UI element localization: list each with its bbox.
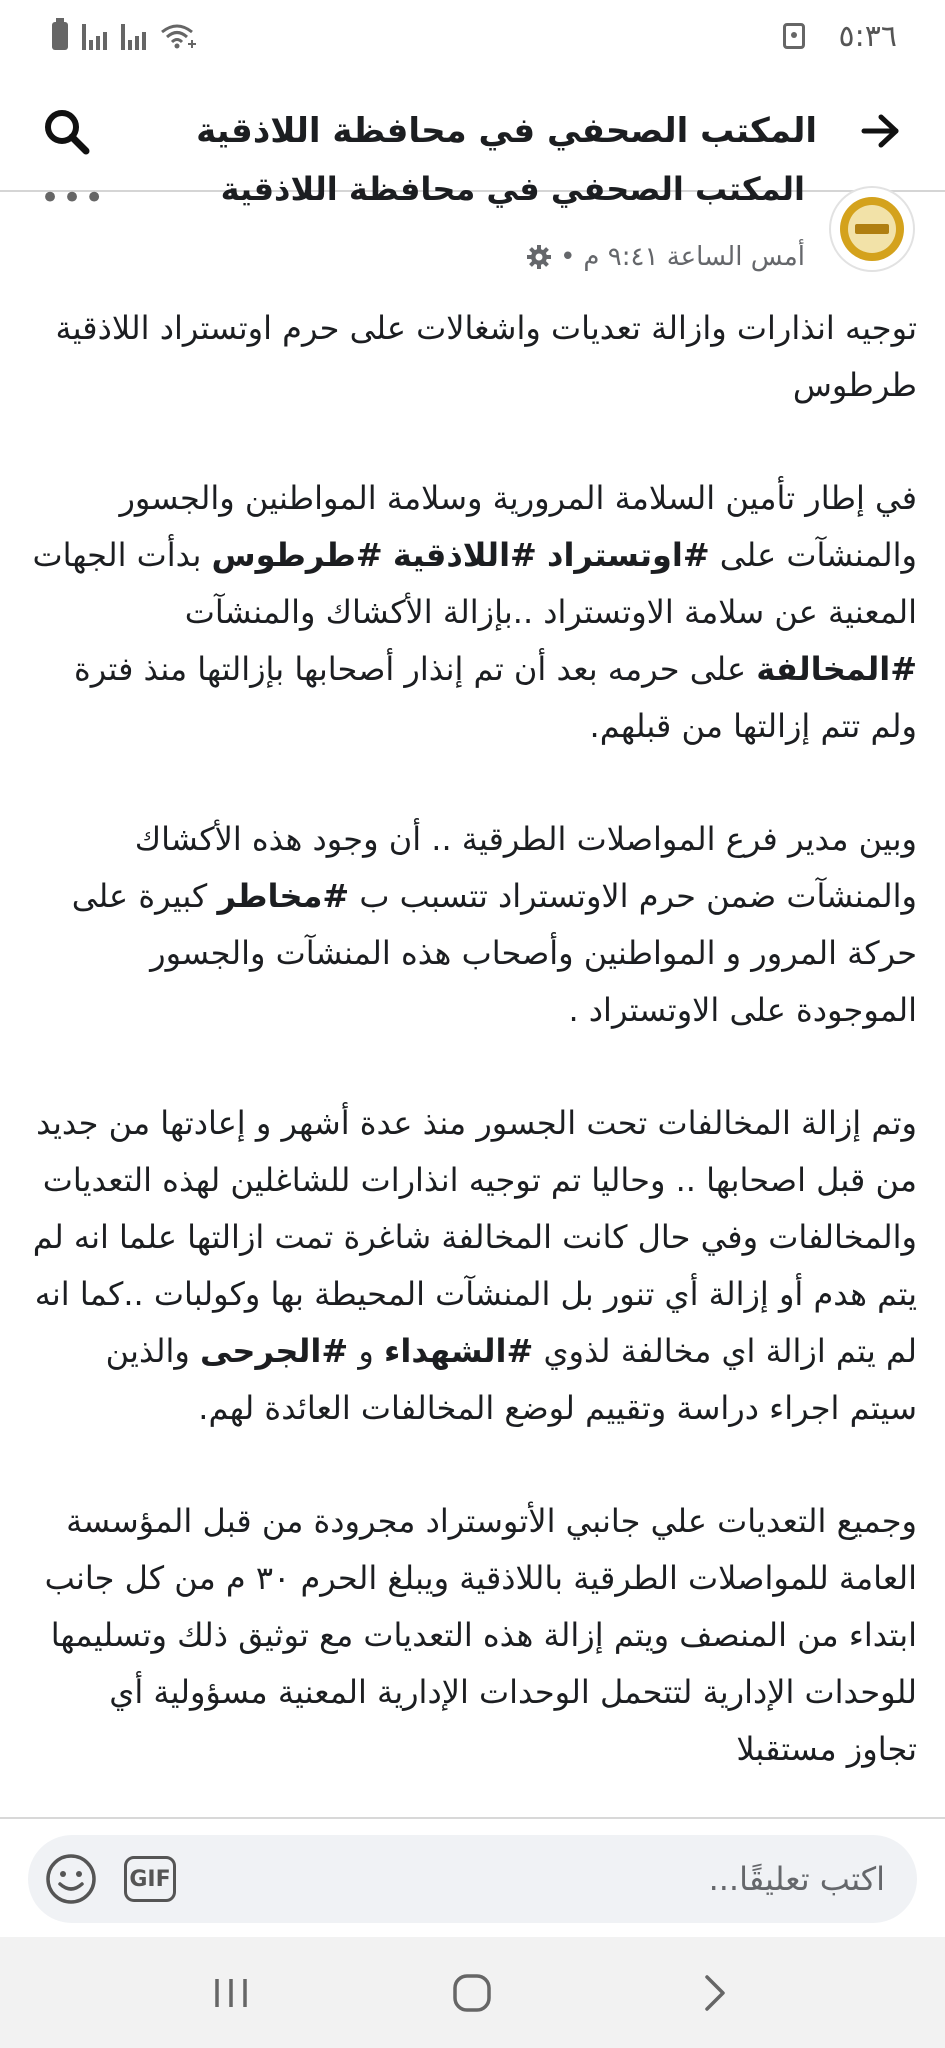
- nav-back-icon: [699, 1973, 729, 2013]
- recents-icon: [211, 1975, 251, 2011]
- hashtag-link[interactable]: #مخاطر: [217, 877, 350, 915]
- status-right: [783, 19, 897, 54]
- status-icons: [52, 22, 198, 50]
- search-icon: [42, 107, 90, 155]
- avatar[interactable]: [829, 186, 915, 272]
- hashtag-link[interactable]: #اللاذقية: [392, 536, 537, 574]
- search-button[interactable]: [40, 105, 92, 157]
- hashtag-link[interactable]: #اوتستراد: [547, 536, 710, 574]
- avatar-logo: [840, 197, 904, 261]
- post: [0, 170, 945, 1817]
- home-button[interactable]: [442, 1963, 502, 2023]
- post-author[interactable]: المكتب الصحفي في محافظة اللاذقية: [220, 170, 805, 208]
- page-title: المكتب الصحفي في محافظة اللاذقية: [196, 111, 817, 151]
- post-header: [0, 170, 945, 292]
- back-button[interactable]: [855, 105, 907, 157]
- recents-button[interactable]: [201, 1963, 261, 2023]
- hashtag-link[interactable]: #المخالفة: [756, 650, 917, 688]
- signal-icon: [82, 22, 107, 50]
- comment-tools: [44, 1852, 176, 1906]
- battery-icon: [52, 22, 68, 50]
- nav-back-button[interactable]: [684, 1963, 744, 2023]
- signal-icon-2: [121, 22, 146, 50]
- clock: ٥:٣٦: [838, 18, 897, 54]
- comment-placeholder: اكتب تعليقًا...: [708, 1860, 885, 1898]
- post-time[interactable]: أمس الساعة ٩:٤١ م: [583, 242, 805, 272]
- post-meta: [526, 242, 805, 272]
- hashtag-link[interactable]: #الجرحى: [200, 1332, 349, 1370]
- post-paragraph-4: وتم إزالة المخالفات تحت الجسور منذ عدة أشهر و إعادتها من جديد من قبل اصحابها .. وحاليا تم توجيه انذارات للشاغلين لهذه التعديات والمخالفات وفي حال كانت المخالفة شاغرة تمت ازالتها علما انه لم يتم هدم أو إزالة أي تنور بل المنشآت المحيطة بها وكولبات ..كما انه لم يتم ازالة اي مخالفة لذوي #الشهداء و #الجرحى والذين سيتم اجراء دراسة وتقييم لوضع المخالفات العائدة لهم.: [32, 1104, 917, 1427]
- home-icon: [451, 1972, 493, 2014]
- more-options-button[interactable]: •••: [40, 178, 107, 218]
- post-paragraph-2: في إطار تأمين السلامة المرورية وسلامة المواطنين والجسور والمنشآت على #اوتستراد #اللاذقية #طرطوس بدأت الجهات المعنية عن سلامة الاوتستراد ..بإزالة الأكشاك والمنشآت #المخالفة على حرمه بعد أن تم إنذار أصحابها بإزالتها منذ فترة ولم تتم إزالتها من قبلهم.: [32, 479, 917, 745]
- nfc-icon: [783, 23, 805, 49]
- gif-button[interactable]: GIF: [124, 1856, 176, 1902]
- comment-input[interactable]: [28, 1835, 917, 1923]
- post-paragraph-5: وجميع التعديات علي جانبي الأتوستراد مجرودة من قبل المؤسسة العامة للمواصلات الطرقية باللاذقية ويبلغ الحرم ٣٠ م من كل جانب ابتداء من المنصف ويتم إزالة هذه التعديات مع توثيق ذلك وتسليمها للوحدات الإدارية لتتحمل الوحدات الإدارية المعنية مسؤولية أي تجاوز مستقبلا: [44, 1502, 917, 1768]
- meta-separator: •: [560, 242, 576, 272]
- hashtag-link[interactable]: #الشهداء: [384, 1332, 534, 1370]
- status-bar: [0, 0, 945, 72]
- arrow-right-icon: [861, 113, 901, 149]
- emoji-icon[interactable]: [44, 1852, 98, 1906]
- comment-bar: [0, 1817, 945, 1937]
- gear-icon: [526, 244, 552, 270]
- post-paragraph-3: وبين مدير فرع المواصلات الطرقية .. أن وجود هذه الأكشاك والمنشآت ضمن حرم الاوتستراد تتسبب ب #مخاطر كبيرة على حركة المرور و المواطنين وأصحاب هذه المنشآت والجسور الموجودة على الاوتستراد .: [71, 820, 917, 1029]
- post-paragraph-1: توجيه انذارات وازالة تعديات واشغالات على حرم اوتستراد اللاذقية طرطوس: [55, 309, 917, 404]
- hashtag-link[interactable]: #طرطوس: [211, 536, 383, 574]
- post-body: [0, 292, 945, 1778]
- wifi-icon: [160, 22, 198, 50]
- system-nav-bar: [0, 1937, 945, 2048]
